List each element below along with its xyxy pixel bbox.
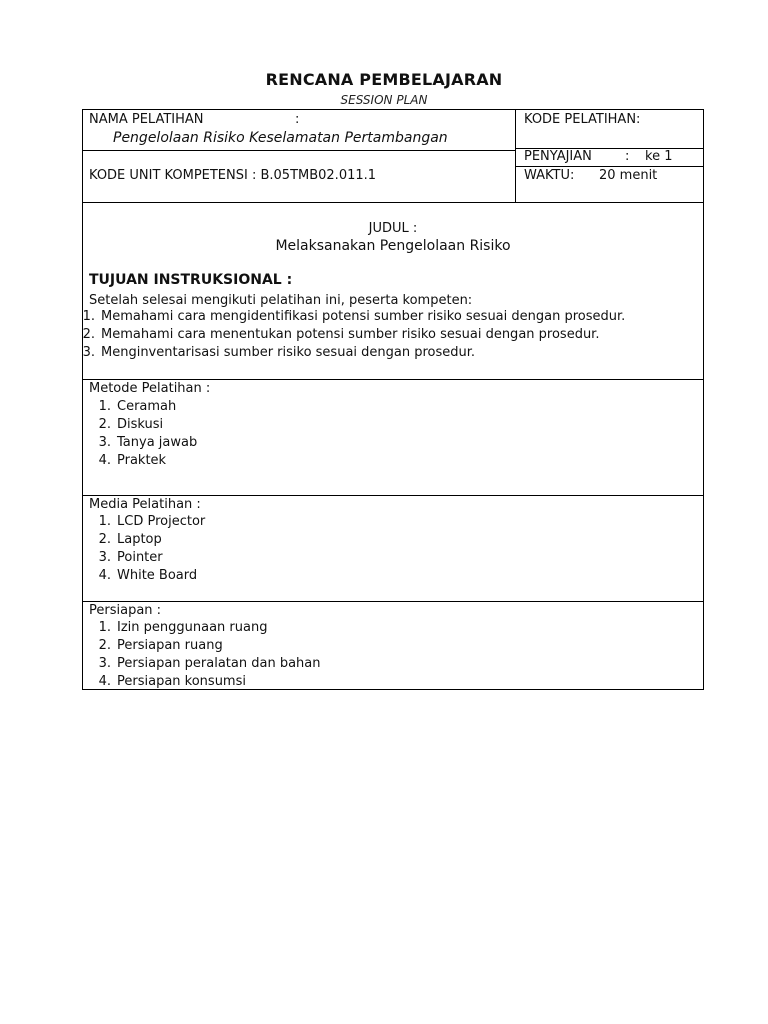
judul-value: Melaksanakan Pengelolaan Risiko bbox=[275, 238, 511, 254]
list-item: 2. Persiapan ruang bbox=[98, 638, 223, 653]
judul-label: JUDUL : bbox=[368, 221, 418, 236]
list-item: 3. Pointer bbox=[98, 550, 163, 565]
divider-media-bottom bbox=[83, 601, 703, 602]
list-item: 3. Menginventarisasi sumber risiko sesuai dengan prosedur. bbox=[82, 345, 476, 360]
metode-list bbox=[91, 398, 197, 470]
nama-pelatihan-colon: : bbox=[295, 112, 300, 127]
list-item: 2. Memahami cara menentukan potensi sumber risiko sesuai dengan prosedur. bbox=[82, 327, 600, 342]
list-item: 3. Persiapan peralatan dan bahan bbox=[98, 656, 321, 671]
penyajian-label: PENYAJIAN bbox=[524, 149, 592, 164]
persiapan-list bbox=[91, 619, 321, 691]
divider-header-1 bbox=[83, 150, 515, 151]
tujuan-intro: Setelah selesai mengikuti pelatihan ini, peserta kompeten: bbox=[89, 293, 473, 308]
waktu-value: 20 menit bbox=[599, 168, 658, 183]
document-title: RENCANA PEMBELAJARAN bbox=[265, 70, 503, 89]
divider-tujuan-bottom bbox=[83, 379, 703, 380]
kode-unit-kompetensi: KODE UNIT KOMPETENSI : B.05TMB02.011.1 bbox=[89, 168, 377, 183]
list-item: 2. Diskusi bbox=[98, 417, 164, 432]
list-item: 4. Persiapan konsumsi bbox=[98, 674, 246, 689]
divider-header-bottom bbox=[83, 202, 703, 203]
list-item: 4. White Board bbox=[98, 568, 198, 583]
media-label: Media Pelatihan : bbox=[89, 497, 201, 512]
list-item: 1. LCD Projector bbox=[98, 514, 206, 529]
metode-label: Metode Pelatihan : bbox=[89, 381, 211, 396]
tujuan-list bbox=[75, 308, 625, 362]
list-item: 1. Izin penggunaan ruang bbox=[98, 620, 268, 635]
penyajian-colon: : bbox=[625, 149, 630, 164]
session-plan-table bbox=[82, 109, 704, 690]
list-item: 4. Praktek bbox=[98, 453, 167, 468]
persiapan-label: Persiapan : bbox=[89, 603, 162, 618]
nama-pelatihan-value: Pengelolaan Risiko Keselamatan Pertambangan bbox=[113, 130, 448, 146]
list-item: 2. Laptop bbox=[98, 532, 162, 547]
list-item: 1. Ceramah bbox=[98, 399, 177, 414]
kode-pelatihan-label: KODE PELATIHAN: bbox=[524, 112, 641, 127]
list-item: 1. Memahami cara mengidentifikasi potensi sumber risiko sesuai dengan prosedur. bbox=[82, 309, 626, 324]
tujuan-label: TUJUAN INSTRUKSIONAL : bbox=[89, 272, 293, 288]
media-list bbox=[91, 513, 205, 585]
divider-metode-bottom bbox=[83, 495, 703, 496]
nama-pelatihan-label: NAMA PELATIHAN bbox=[89, 112, 204, 127]
header-column-divider bbox=[515, 110, 516, 202]
divider-penyajian bbox=[515, 166, 703, 167]
waktu-label: WAKTU: bbox=[524, 168, 575, 183]
document-subtitle: SESSION PLAN bbox=[340, 93, 428, 107]
penyajian-value: ke 1 bbox=[645, 149, 673, 164]
list-item: 3. Tanya jawab bbox=[98, 435, 198, 450]
